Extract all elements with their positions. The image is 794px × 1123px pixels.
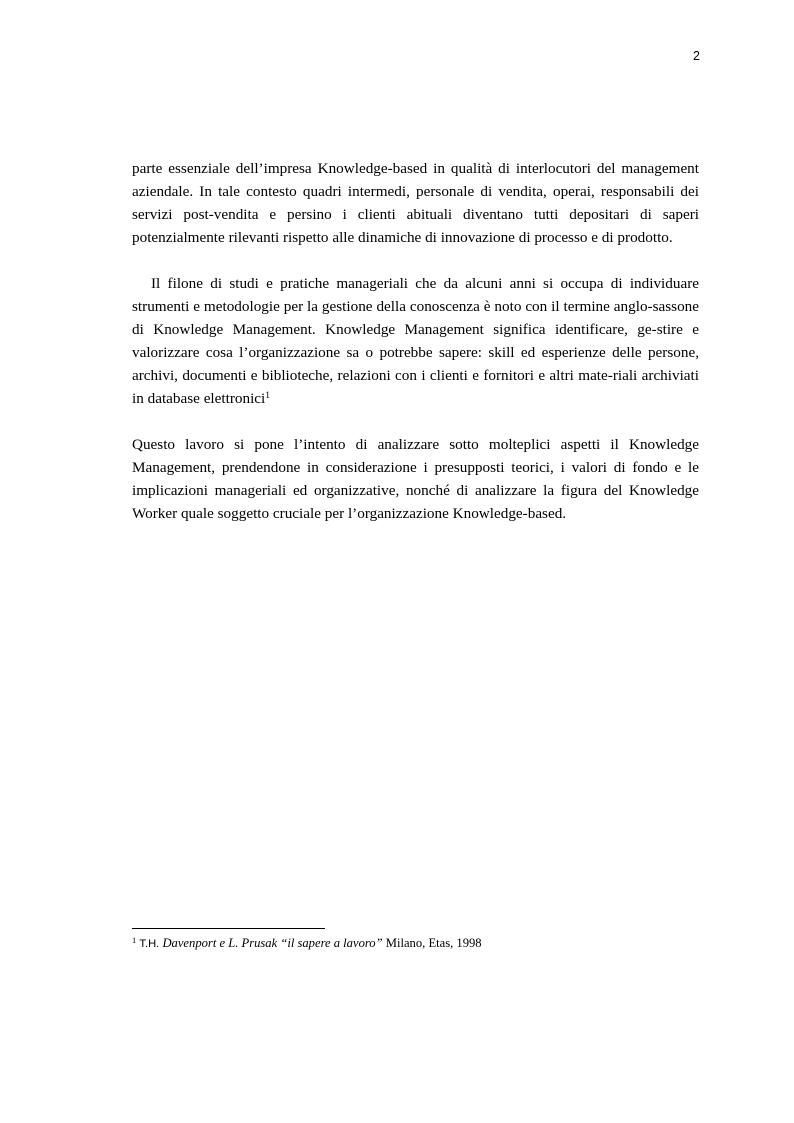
page-number: 2 — [693, 49, 700, 63]
footnote-marker: 1 — [132, 935, 137, 945]
footnote-reference[interactable]: 1 — [265, 391, 271, 401]
footnote-author-initials: T.H. — [139, 938, 160, 950]
footnote-separator — [132, 928, 325, 929]
body-text — [132, 157, 699, 525]
footnote-publisher: Milano, Etas, 1998 — [385, 936, 482, 950]
paragraph-2 — [132, 272, 699, 410]
footnote — [132, 935, 699, 952]
paragraph-2-text: Il filone di studi e pratiche manageriali che da alcuni anni si occupa di individuare strumenti e metodologie per la gestione della conoscenza è noto con il termine anglo-sassone di Knowledge Management. Knowledge Management significa identificare, ge-stire e valorizzare cosa l’organizzazione sa o potrebbe sapere: skill ed esperienze delle persone, archivi, documenti e biblioteche, relazioni con i clienti e fornitori e altri mate-riali archiviati in database elettronici — [132, 275, 699, 407]
paragraph-3: Questo lavoro si pone l’intento di analizzare sotto molteplici aspetti il Knowledge Management, prendendone in considerazione i presupposti teorici, i valori di fondo e le implicazioni manageriali ed organizzative, nonché di analizzare la figura del Knowledge Worker quale soggetto cruciale per l’organizzazione Knowledge-based. — [132, 436, 699, 522]
paragraph-1: parte essenziale dell’impresa Knowledge-based in qualità di interlocutori del management aziendale. In tale contesto quadri intermedi, personale di vendita, operai, responsabili dei servizi post-vendita e persino i clienti abituali diventano tutti depositari di saperi potenzialmente rilevanti rispetto alle dinamiche di innovazione di processo e di prodotto. — [132, 160, 699, 246]
footnote-citation-title: Davenport e L. Prusak “il sapere a lavoro” — [162, 936, 383, 950]
